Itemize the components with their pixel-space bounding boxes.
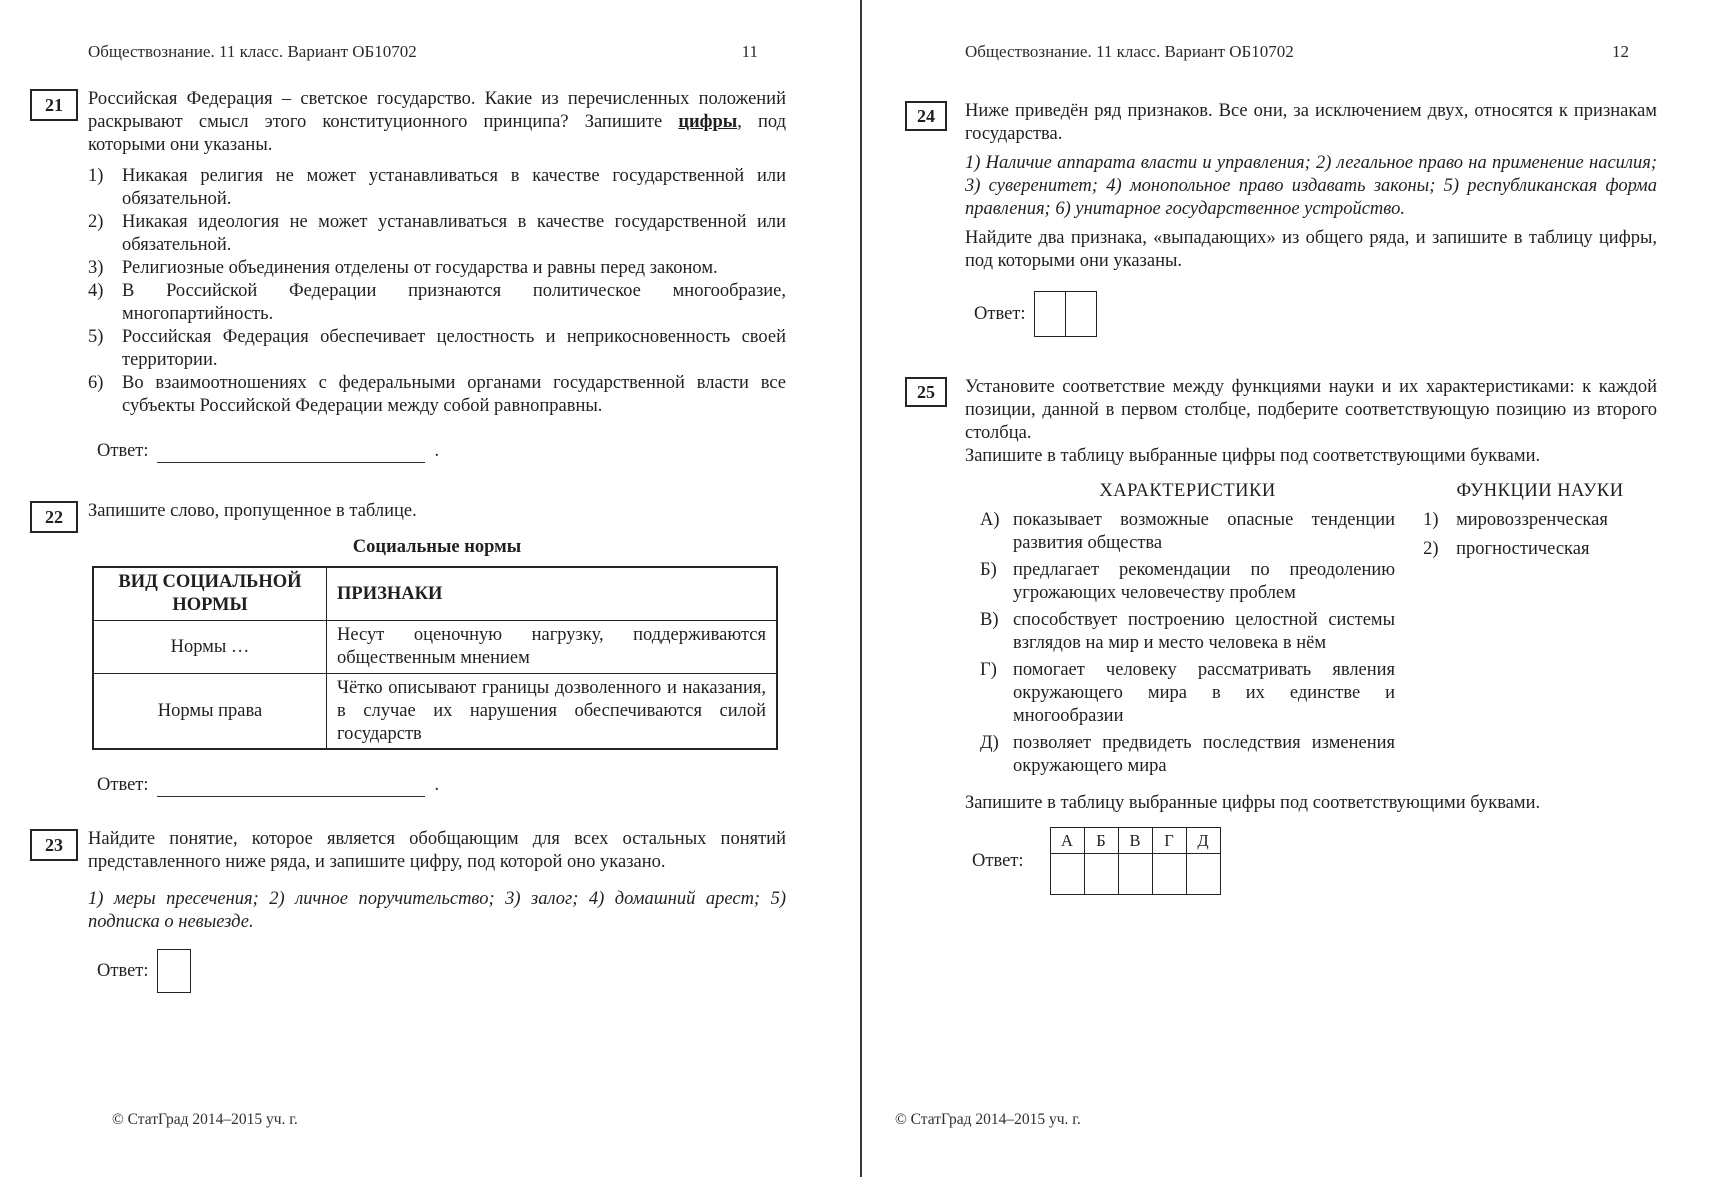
grid-header-cell: Г — [1152, 828, 1186, 854]
answer-row: Ответ: . — [97, 441, 440, 461]
functions-column — [1423, 480, 1657, 782]
characteristic-item: Д) позволяет предвидеть последствия изменения окружающего мира — [980, 733, 1396, 776]
grid-header-cell: В — [1118, 828, 1152, 854]
answer-cell[interactable] — [1050, 854, 1084, 895]
answer-cell[interactable] — [1152, 854, 1186, 895]
page-12 — [862, 0, 1722, 1177]
answer-cell[interactable] — [1084, 854, 1118, 895]
table-row — [93, 621, 777, 674]
list-item: 5) Российская Федерация обеспечивает целостность и неприкосновенность своей территории. — [88, 327, 786, 370]
characteristic-item: Г) помогает человеку рассматривать явления окружающего мира в их единстве и многообразии — [980, 660, 1396, 726]
question-outro-text: Найдите два признака, «выпадающих» из общего ряда, и запишите в таблицу цифры, под которыми они указаны. — [965, 228, 1657, 271]
characteristic-item: В) способствует построению целостной системы взглядов на мир и место человека в нём — [980, 610, 1396, 653]
answer-row — [965, 827, 1657, 895]
characteristic-item: Б) предлагает рекомендации по преодолению угрожающих человечеству проблем — [980, 560, 1396, 603]
answer-row: Ответ: . — [97, 775, 440, 795]
answer-row — [965, 291, 1657, 337]
page-header — [965, 40, 1657, 60]
copyright-footer: © СтатГрад 2014–2015 уч. г. — [112, 1111, 298, 1128]
list-item: 3) Религиозные объединения отделены от государства и равны перед законом. — [88, 258, 718, 278]
instruction-text-repeat: Запишите в таблицу выбранные цифры под соответствующими буквами. — [965, 793, 1541, 813]
question-number-badge: 25 — [905, 377, 947, 407]
page-number: 11 — [741, 42, 758, 61]
question-text: Российская Федерация – светское государство. Какие из перечисленных положений раскрывают смысл этого конституционного принципа? Запишите цифры, под которыми они указаны. — [88, 89, 787, 155]
grid-header-cell: Б — [1084, 828, 1118, 854]
question-21 — [45, 88, 787, 463]
answer-grid-header-row — [1050, 828, 1220, 854]
header-title: Обществознание. 11 класс. Вариант ОБ10702 — [965, 42, 1294, 61]
norm-kind-cell: Нормы … — [93, 621, 327, 674]
table-col2-header: ПРИЗНАКИ — [327, 567, 778, 621]
options-enumeration: 1) Наличие аппарата власти и управления; 2) легальное право на применение насилия; 3) суверенитет; 4) монопольное право издавать законы; 5) республиканская форма правления; 6) унитарное государственное устройство. — [965, 153, 1657, 219]
answer-label: Ответ: — [97, 960, 149, 981]
answer-label: Ответ: — [97, 775, 149, 795]
characteristic-item: А) показывает возможные опасные тенденции развития общества — [980, 510, 1396, 553]
answer-label: Ответ: — [97, 441, 149, 461]
question-24 — [917, 100, 1657, 337]
instruction-text: Запишите в таблицу выбранные цифры под соответствующими буквами. — [965, 446, 1541, 466]
answer-cell[interactable] — [1186, 854, 1220, 895]
answer-row — [88, 949, 786, 993]
table-col1-header: ВИД СОЦИАЛЬНОЙ НОРМЫ — [93, 567, 327, 621]
characteristics-column — [965, 480, 1395, 782]
norm-signs-cell: Чётко описывают границы дозволенного и наказания, в случае их нарушения обеспечиваются силой государств — [327, 674, 778, 750]
answer-label: Ответ: — [974, 303, 1026, 324]
question-text: Ниже приведён ряд признаков. Все они, за исключением двух, относятся к признакам государства. — [965, 101, 1657, 144]
list-item: 6) Во взаимоотношениях с федеральными органами государственной власти все субъекты Российской Федерации между собой равноправны. — [88, 373, 786, 416]
answer-write-line[interactable] — [157, 776, 425, 797]
norm-signs-cell: Несут оценочную нагрузку, поддерживаются общественным мнением — [327, 621, 778, 674]
grid-header-cell: А — [1050, 828, 1084, 854]
options-list — [88, 165, 786, 418]
question-22 — [45, 500, 786, 797]
social-norms-table — [92, 566, 778, 750]
question-number-badge: 23 — [30, 829, 78, 861]
answer-cell[interactable] — [1065, 292, 1096, 336]
grid-header-cell: Д — [1186, 828, 1220, 854]
emphasis-word: цифры — [678, 112, 738, 132]
question-number-badge: 22 — [30, 501, 78, 533]
answer-cell[interactable] — [1118, 854, 1152, 895]
copyright-footer: © СтатГрад 2014–2015 уч. г. — [895, 1111, 1081, 1128]
function-item: 1) мировоззренческая — [1423, 510, 1608, 530]
options-enumeration: 1) меры пресечения; 2) личное поручительство; 3) залог; 4) домашний арест; 5) подписка о невыезде. — [88, 889, 786, 932]
question-number-badge: 24 — [905, 101, 947, 131]
matching-columns — [965, 480, 1657, 782]
list-item: 4) В Российской Федерации признаются политическое многообразие, многопартийность. — [88, 281, 786, 324]
question-text: Установите соответствие между функциями науки и их характеристиками: к каждой позиции, данной в первом столбце, подберите соответствующую позицию из второго столбца. — [965, 377, 1657, 443]
answer-write-line[interactable] — [157, 442, 425, 463]
functions-header: ФУНКЦИИ НАУКИ — [1456, 481, 1624, 501]
norm-kind-cell: Нормы права — [93, 674, 327, 750]
table-row — [93, 674, 777, 750]
question-25 — [917, 376, 1657, 895]
answer-box-pair — [1034, 291, 1097, 337]
answer-box[interactable] — [157, 949, 191, 993]
list-item: 1) Никакая религия не может устанавливаться в качестве государственной или обязательной. — [88, 166, 786, 209]
question-23 — [45, 828, 786, 993]
header-title: Обществознание. 11 класс. Вариант ОБ10702 — [88, 42, 417, 61]
list-item: 2) Никакая идеология не может устанавливаться в качестве государственной или обязательной. — [88, 212, 786, 255]
characteristics-header: ХАРАКТЕРИСТИКИ — [1099, 481, 1276, 501]
answer-grid-table — [1050, 827, 1221, 895]
question-text: Запишите слово, пропущенное в таблице. — [88, 501, 417, 521]
answer-label: Ответ: — [972, 850, 1024, 871]
question-number-badge: 21 — [30, 89, 78, 121]
page-number: 12 — [1612, 42, 1629, 61]
answer-grid-input-row — [1050, 854, 1220, 895]
question-text: Найдите понятие, которое является обобщающим для всех остальных понятий представленного ниже ряда, и запишите цифру, под которой оно указано. — [88, 829, 786, 872]
answer-cell[interactable] — [1035, 292, 1065, 336]
function-item: 2) прогностическая — [1423, 539, 1590, 559]
page-header — [88, 40, 786, 60]
table-title: Социальные нормы — [352, 537, 522, 557]
